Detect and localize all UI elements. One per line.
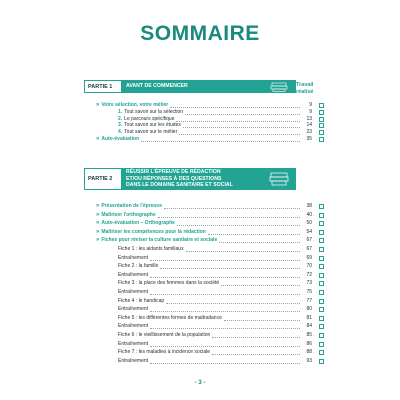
toc-entry[interactable] xyxy=(96,203,324,210)
dot-leader xyxy=(212,350,300,355)
done-checkbox[interactable] xyxy=(319,230,324,235)
entry-page: 9 xyxy=(309,102,312,108)
entry-page: 9 xyxy=(309,108,312,115)
part1-label: PARTIE 1 xyxy=(84,80,121,93)
bullet-arrow-icon: » xyxy=(96,220,100,227)
toc-entry[interactable] xyxy=(118,255,324,262)
dot-leader xyxy=(150,273,300,278)
dot-leader xyxy=(208,230,300,235)
entry-title: Entraînement xyxy=(118,340,149,347)
entry-page: 38 xyxy=(306,203,312,209)
dot-leader xyxy=(224,316,300,321)
entry-title: Entraînement xyxy=(118,271,149,278)
entry-title: Fiche 2 : la famille xyxy=(118,263,159,270)
toc-entry[interactable] xyxy=(118,306,324,313)
entry-page: 54 xyxy=(306,228,312,235)
toc-entry[interactable] xyxy=(96,237,324,244)
part2-heading xyxy=(121,168,262,190)
toc-entry[interactable] xyxy=(118,315,324,322)
dot-leader xyxy=(150,290,300,295)
entry-title: Fiche 7 : les maladies à incidence sociale xyxy=(118,349,210,356)
toc-entry[interactable] xyxy=(96,136,324,143)
done-checkbox[interactable] xyxy=(319,130,324,135)
done-checkbox[interactable] xyxy=(319,238,324,243)
entry-title: Votre sélection, votre métier xyxy=(101,102,169,108)
entry-page: 85 xyxy=(306,332,312,338)
done-checkbox[interactable] xyxy=(319,316,324,321)
entry-title: Entraînement xyxy=(118,254,149,261)
bullet-arrow-icon: » xyxy=(96,203,100,209)
entry-page: 40 xyxy=(306,211,312,218)
toc-entry[interactable] xyxy=(118,349,324,356)
entry-page: 81 xyxy=(306,314,312,321)
toc-entry[interactable] xyxy=(118,246,324,253)
dot-leader xyxy=(158,213,300,218)
travail-realise-header xyxy=(296,82,326,96)
dot-leader xyxy=(221,281,300,286)
done-checkbox[interactable] xyxy=(319,307,324,312)
bullet-arrow-icon: » xyxy=(96,211,100,218)
toc-entry[interactable] xyxy=(118,280,324,287)
entry-page: 50 xyxy=(306,220,312,227)
done-checkbox[interactable] xyxy=(319,324,324,329)
bullet-arrow-icon: » xyxy=(96,228,100,235)
entry-number: 1. xyxy=(118,108,123,115)
dot-leader xyxy=(186,247,300,252)
entry-page: 86 xyxy=(306,340,312,347)
entry-page: 84 xyxy=(306,323,312,330)
toc-entry[interactable] xyxy=(118,263,324,270)
entry-page: 75 xyxy=(306,289,312,295)
entry-page: 73 xyxy=(306,280,312,287)
done-checkbox[interactable] xyxy=(319,221,324,226)
entry-title: Entraînement xyxy=(118,357,149,364)
done-checkbox[interactable] xyxy=(319,342,324,347)
entry-page: 72 xyxy=(306,271,312,278)
toc-entry[interactable] xyxy=(96,220,324,227)
entry-title: Auto-évaluation xyxy=(101,136,140,142)
entry-page: 80 xyxy=(306,306,312,313)
bullet-arrow-icon: » xyxy=(96,102,100,108)
dot-leader xyxy=(219,238,300,243)
done-checkbox[interactable] xyxy=(319,247,324,252)
dot-leader xyxy=(150,256,300,261)
page-number: - 3 - xyxy=(194,380,206,386)
done-checkbox[interactable] xyxy=(319,123,324,128)
part1-header xyxy=(84,80,296,93)
page-title: SOMMAIRE xyxy=(140,22,260,45)
stack-books-icon xyxy=(262,168,296,190)
bullet-arrow-icon: » xyxy=(96,237,100,244)
entry-title: Le parcours spécifique xyxy=(124,115,175,122)
done-checkbox[interactable] xyxy=(319,273,324,278)
entry-page: 13 xyxy=(306,115,312,122)
entry-page: 35 xyxy=(306,136,312,142)
entry-number: 4. xyxy=(118,129,123,136)
entry-title: Fiche 3 : la place des femmes dans la société xyxy=(118,280,220,287)
toc-entry[interactable] xyxy=(118,298,324,305)
entry-title: Fiche 1 : les aidants familiaux xyxy=(118,246,184,252)
entry-page: 67 xyxy=(306,237,312,244)
entry-title: Entraînement xyxy=(118,289,149,295)
toc-entry[interactable] xyxy=(96,212,324,219)
dot-leader xyxy=(166,299,300,304)
entry-title: Fiches pour réviser la culture sanitaire et sociale xyxy=(101,237,218,244)
part2-label: PARTIE 2 xyxy=(84,168,121,190)
toc-entry[interactable] xyxy=(118,358,324,365)
entry-title: Maîtriser l'orthographe xyxy=(101,211,156,218)
dot-leader xyxy=(185,110,300,115)
toc-entry[interactable] xyxy=(118,272,324,279)
entry-title: Tout savoir sur la sélection xyxy=(124,108,184,115)
done-checkbox[interactable] xyxy=(319,299,324,304)
part2-header xyxy=(84,168,296,190)
done-checkbox[interactable] xyxy=(319,110,324,115)
dot-leader xyxy=(160,264,300,269)
entry-title: Auto-évaluation – Orthographe xyxy=(101,220,175,227)
entry-page: 77 xyxy=(306,297,312,304)
entry-title: Maîtriser les compétences pour la rédaction xyxy=(101,228,206,235)
done-checkbox[interactable] xyxy=(319,213,324,218)
part2-heading-line1: RÉUSSIR L'ÉPREUVE DE RÉDACTION xyxy=(126,169,221,176)
done-checkbox[interactable] xyxy=(319,256,324,261)
entry-title: Tout savoir sur les études xyxy=(124,122,181,129)
done-checkbox[interactable] xyxy=(319,350,324,355)
entry-page: 70 xyxy=(306,263,312,270)
entry-page: 23 xyxy=(306,129,312,136)
entry-number: 2. xyxy=(118,115,123,122)
part2-heading-line2: ET/OU RÉPONSES À DES QUESTIONS xyxy=(126,175,222,182)
done-checkbox[interactable] xyxy=(319,103,324,108)
done-checkbox[interactable] xyxy=(319,117,324,122)
done-checkbox[interactable] xyxy=(319,264,324,269)
entry-title: Fiche 5 : les différentes formes de maltraitance xyxy=(118,314,222,321)
entry-page: 69 xyxy=(306,254,312,261)
done-checkbox[interactable] xyxy=(319,290,324,295)
dot-leader xyxy=(177,221,300,226)
toc-entry[interactable] xyxy=(118,332,324,339)
entry-title: Fiche 6 : le vieillissement de la population xyxy=(118,332,211,338)
travail-line1: Travail xyxy=(296,82,314,88)
dot-leader xyxy=(212,333,300,338)
entry-number: 3. xyxy=(118,122,123,129)
toc-entry[interactable] xyxy=(118,323,324,330)
books-icon xyxy=(262,80,296,93)
dot-leader xyxy=(150,307,300,312)
done-checkbox[interactable] xyxy=(319,333,324,338)
entry-title: Fiche 4 : le handicap xyxy=(118,297,165,304)
entry-title: Tout savoir sur le métier xyxy=(124,129,178,136)
dot-leader xyxy=(150,324,300,329)
part1-heading: AVANT DE COMMENCER xyxy=(121,80,262,93)
dot-leader xyxy=(150,342,300,347)
toc-entry[interactable] xyxy=(96,229,324,236)
done-checkbox[interactable] xyxy=(319,137,324,142)
entry-page: 88 xyxy=(306,349,312,356)
done-checkbox[interactable] xyxy=(319,204,324,209)
entry-page: 14 xyxy=(306,122,312,129)
dot-leader xyxy=(179,130,300,135)
entry-page: 93 xyxy=(306,357,312,364)
bullet-arrow-icon: » xyxy=(96,136,100,142)
dot-leader xyxy=(176,117,300,122)
toc-entry[interactable] xyxy=(118,341,324,348)
dot-leader xyxy=(150,359,300,364)
entry-title: Entraînement xyxy=(118,323,149,330)
travail-line2: réalisé xyxy=(296,89,314,95)
done-checkbox[interactable] xyxy=(319,281,324,286)
entry-title: Entraînement xyxy=(118,306,149,313)
entry-title: Présentation de l'épreuve xyxy=(101,203,162,209)
dot-leader xyxy=(170,103,300,108)
entry-page: 67 xyxy=(306,246,312,252)
part2-heading-line3: DANS LE DOMAINE SANITAIRE ET SOCIAL xyxy=(126,182,233,189)
done-checkbox[interactable] xyxy=(319,359,324,364)
toc-entry[interactable] xyxy=(118,289,324,296)
dot-leader xyxy=(183,123,300,128)
dot-leader xyxy=(164,204,300,209)
dot-leader xyxy=(141,137,300,142)
